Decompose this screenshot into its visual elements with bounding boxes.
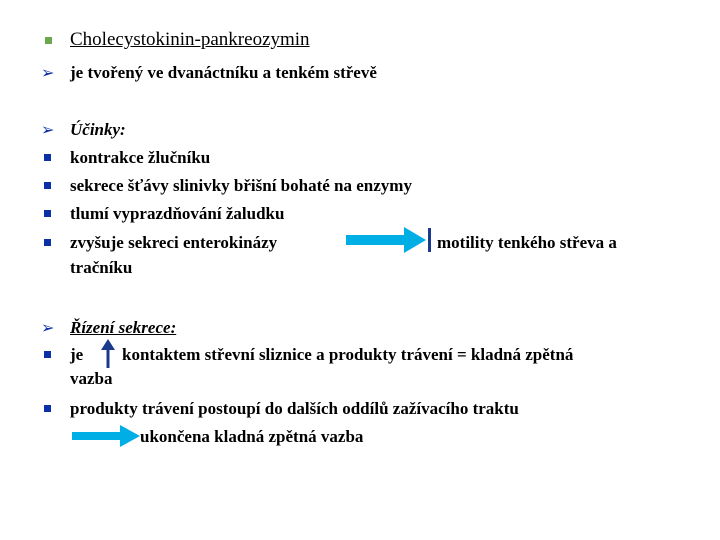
title-square-bullet-icon xyxy=(45,37,52,44)
arrowhead-bullet-icon: ➢ xyxy=(41,63,55,82)
effect-item: kontrakce žlučníku xyxy=(70,148,211,167)
right-arrow-icon xyxy=(346,226,438,254)
control-item-continuation: vazba xyxy=(70,369,113,388)
control-item-right: kontaktem střevní sliznice a produkty trávení = kladná zpětná xyxy=(122,345,574,364)
effects-heading: Účinky: xyxy=(70,120,126,139)
formed-text: je tvořený ve dvanáctníku a tenkém střevě xyxy=(70,63,377,82)
right-arrow-icon xyxy=(72,424,144,448)
arrowhead-bullet-icon: ➢ xyxy=(41,120,55,139)
effect-item-motility: motility tenkého střeva a xyxy=(437,233,617,252)
control-result: ukončena kladná zpětná vazba xyxy=(140,427,364,446)
square-bullet-icon xyxy=(44,182,51,189)
control-item: produkty trávení postoupí do dalších oddílů zažívacího traktu xyxy=(70,399,519,418)
effect-item-continuation: tračníku xyxy=(70,258,133,277)
square-bullet-icon xyxy=(44,405,51,412)
effect-item: zvyšuje sekreci enterokinázy xyxy=(70,233,278,252)
square-bullet-icon xyxy=(44,351,51,358)
square-bullet-icon xyxy=(44,210,51,217)
square-bullet-icon xyxy=(44,154,51,161)
effect-item: tlumí vyprazdňování žaludku xyxy=(70,204,285,223)
arrowhead-bullet-icon: ➢ xyxy=(41,318,55,337)
square-bullet-icon xyxy=(44,239,51,246)
effect-item: sekrece šťávy slinivky břišní bohaté na enzymy xyxy=(70,176,412,195)
control-item-left: je xyxy=(70,345,84,364)
slide-title: Cholecystokinin-pankreozymin xyxy=(70,29,310,50)
up-arrow-icon xyxy=(100,338,116,368)
control-heading: Řízení sekrece: xyxy=(70,318,177,337)
